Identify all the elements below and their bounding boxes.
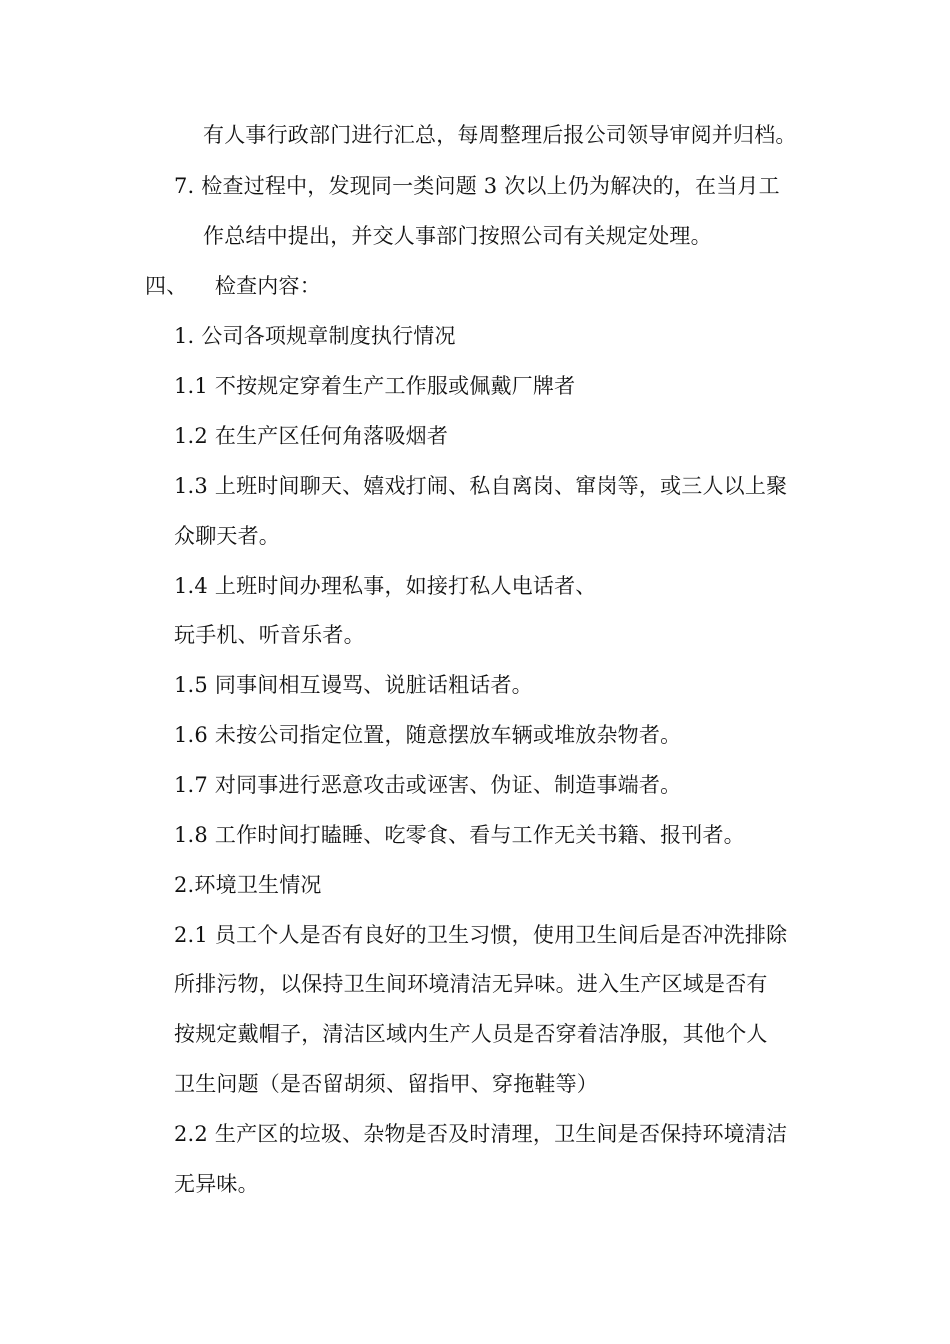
paragraph-line: 玩手机、听音乐者。 bbox=[174, 623, 365, 647]
paragraph-line: 7. 检查过程中，发现同一类问题 3 次以上仍为解决的，在当月工 bbox=[174, 174, 780, 198]
paragraph-line: 2.2 生产区的垃圾、杂物是否及时清理，卫生间是否保持环境清洁 bbox=[174, 1122, 788, 1146]
paragraph-line: 作总结中提出，并交人事部门按照公司有关规定处理。 bbox=[203, 224, 712, 248]
paragraph-line: 无异味。 bbox=[174, 1172, 259, 1196]
section-heading: 四、 检查内容： bbox=[145, 274, 321, 298]
paragraph-line: 1.1 不按规定穿着生产工作服或佩戴厂牌者 bbox=[174, 374, 576, 398]
paragraph-line: 1.5 同事间相互谩骂、说脏话粗话者。 bbox=[174, 673, 533, 697]
paragraph-line: 按规定戴帽子，清洁区域内生产人员是否穿着洁净服，其他个人 bbox=[174, 1022, 768, 1046]
paragraph-line: 有人事行政部门进行汇总，每周整理后报公司领导审阅并归档。 bbox=[203, 123, 797, 147]
paragraph-line: 2.1 员工个人是否有良好的卫生习惯，使用卫生间后是否冲洗排除 bbox=[174, 923, 788, 947]
paragraph-line: 卫生问题（是否留胡须、留指甲、穿拖鞋等） bbox=[174, 1072, 598, 1096]
paragraph-line: 所排污物，以保持卫生间环境清洁无异味。进入生产区域是否有 bbox=[174, 972, 768, 996]
paragraph-line: 1.4 上班时间办理私事，如接打私人电话者、 bbox=[174, 574, 597, 598]
paragraph-line: 1.3 上班时间聊天、嬉戏打闹、私自离岗、窜岗等，或三人以上聚 bbox=[174, 474, 788, 498]
paragraph-line: 众聊天者。 bbox=[174, 524, 280, 548]
subsection-heading: 2.环境卫生情况 bbox=[174, 873, 322, 897]
paragraph-line: 1.6 未按公司指定位置，随意摆放车辆或堆放杂物者。 bbox=[174, 723, 682, 747]
subsection-heading: 1. 公司各项规章制度执行情况 bbox=[174, 324, 456, 348]
paragraph-line: 1.8 工作时间打瞌睡、吃零食、看与工作无关书籍、报刊者。 bbox=[174, 823, 745, 847]
paragraph-line: 1.7 对同事进行恶意攻击或诬害、伪证、制造事端者。 bbox=[174, 773, 682, 797]
paragraph-line: 1.2 在生产区任何角落吸烟者 bbox=[174, 424, 449, 448]
